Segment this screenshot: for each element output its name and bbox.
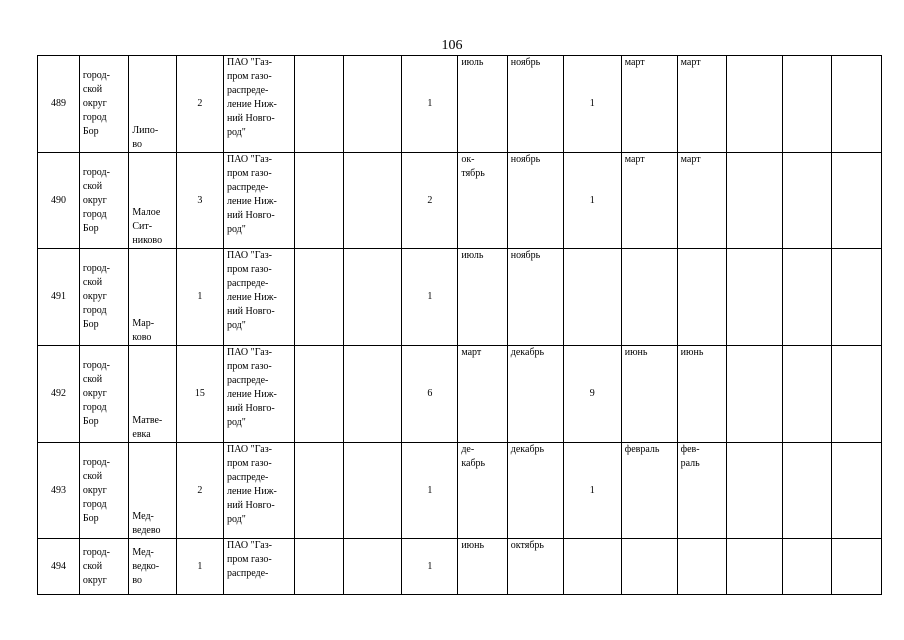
empty-cell bbox=[344, 346, 402, 443]
quantity-cell bbox=[563, 539, 621, 595]
start-month-cell: июнь bbox=[458, 539, 507, 595]
count-cell: 2 bbox=[176, 56, 223, 153]
empty-cell bbox=[727, 56, 783, 153]
empty-cell bbox=[832, 346, 882, 443]
empty-cell bbox=[294, 56, 343, 153]
settlement-cell: Матве- евка bbox=[129, 346, 176, 443]
table-row bbox=[38, 346, 882, 443]
count-cell: 15 bbox=[176, 346, 223, 443]
count-cell: 3 bbox=[176, 153, 223, 249]
empty-cell bbox=[727, 249, 783, 346]
empty-cell bbox=[727, 443, 783, 539]
start-month-cell: июль bbox=[458, 249, 507, 346]
organization-cell: ПАО "Газ- пром газо- распреде- ление Ниж- ний Новго- род" bbox=[223, 346, 294, 443]
empty-cell bbox=[832, 539, 882, 595]
empty-cell bbox=[832, 153, 882, 249]
quantity-cell: 9 bbox=[563, 346, 621, 443]
district-cell: город- ской округ город Бор bbox=[79, 153, 128, 249]
empty-cell bbox=[294, 443, 343, 539]
end-month-cell: фев- раль bbox=[677, 443, 726, 539]
quantity-cell bbox=[563, 249, 621, 346]
end-month-cell: ноябрь bbox=[507, 249, 563, 346]
organization-cell: ПАО "Газ- пром газо- распреде- ление Ниж- ний Новго- род" bbox=[223, 56, 294, 153]
settlement-cell: Мед- ведево bbox=[129, 443, 176, 539]
empty-cell bbox=[832, 443, 882, 539]
row-number: 490 bbox=[38, 153, 80, 249]
page-number: 106 bbox=[441, 38, 463, 53]
empty-cell bbox=[344, 56, 402, 153]
row-number: 492 bbox=[38, 346, 80, 443]
table-row bbox=[38, 56, 882, 153]
end-month-cell: март bbox=[677, 56, 726, 153]
empty-cell bbox=[294, 346, 343, 443]
count-cell: 1 bbox=[176, 539, 223, 595]
empty-cell bbox=[783, 443, 832, 539]
empty-cell bbox=[294, 539, 343, 595]
end-month-cell bbox=[677, 249, 726, 346]
district-cell: город- ской округ город Бор bbox=[79, 346, 128, 443]
empty-cell bbox=[783, 249, 832, 346]
settlement-cell: Мар- ково bbox=[129, 249, 176, 346]
start-month-cell: март bbox=[621, 153, 677, 249]
empty-cell bbox=[294, 153, 343, 249]
empty-cell bbox=[294, 249, 343, 346]
empty-cell bbox=[832, 249, 882, 346]
organization-cell: ПАО "Газ- пром газо- распреде- bbox=[223, 539, 294, 595]
organization-cell: ПАО "Газ- пром газо- распреде- ление Ниж- ний Новго- род" bbox=[223, 249, 294, 346]
settlement-cell: Мед- ведко- во bbox=[129, 539, 176, 595]
empty-cell bbox=[783, 539, 832, 595]
table-row bbox=[38, 539, 882, 595]
end-month-cell: октябрь bbox=[507, 539, 563, 595]
quantity-cell: 1 bbox=[402, 249, 458, 346]
quantity-cell: 1 bbox=[563, 56, 621, 153]
district-cell: город- ской округ город Бор bbox=[79, 249, 128, 346]
row-number: 493 bbox=[38, 443, 80, 539]
start-month-cell: март bbox=[458, 346, 507, 443]
quantity-cell: 1 bbox=[402, 539, 458, 595]
district-cell: город- ской округ bbox=[79, 539, 128, 595]
start-month-cell bbox=[621, 249, 677, 346]
start-month-cell: июль bbox=[458, 56, 507, 153]
empty-cell bbox=[783, 346, 832, 443]
empty-cell bbox=[727, 346, 783, 443]
empty-cell bbox=[727, 539, 783, 595]
start-month-cell: февраль bbox=[621, 443, 677, 539]
empty-cell bbox=[344, 443, 402, 539]
empty-cell bbox=[344, 153, 402, 249]
empty-cell bbox=[783, 153, 832, 249]
start-month-cell: июнь bbox=[621, 346, 677, 443]
settlement-cell: Малое Сит- никово bbox=[129, 153, 176, 249]
quantity-cell: 1 bbox=[402, 443, 458, 539]
quantity-cell: 1 bbox=[563, 153, 621, 249]
count-cell: 2 bbox=[176, 443, 223, 539]
quantity-cell: 1 bbox=[402, 56, 458, 153]
start-month-cell: март bbox=[621, 56, 677, 153]
district-cell: город- ской округ город Бор bbox=[79, 56, 128, 153]
empty-cell bbox=[832, 56, 882, 153]
quantity-cell: 2 bbox=[402, 153, 458, 249]
empty-cell bbox=[783, 56, 832, 153]
start-month-cell: де- кабрь bbox=[458, 443, 507, 539]
count-cell: 1 bbox=[176, 249, 223, 346]
end-month-cell: декабрь bbox=[507, 443, 563, 539]
quantity-cell: 6 bbox=[402, 346, 458, 443]
row-number: 491 bbox=[38, 249, 80, 346]
table-row bbox=[38, 249, 882, 346]
row-number: 489 bbox=[38, 56, 80, 153]
end-month-cell: декабрь bbox=[507, 346, 563, 443]
table-row bbox=[38, 153, 882, 249]
data-table bbox=[37, 55, 882, 595]
end-month-cell bbox=[677, 539, 726, 595]
quantity-cell: 1 bbox=[563, 443, 621, 539]
empty-cell bbox=[344, 249, 402, 346]
end-month-cell: июнь bbox=[677, 346, 726, 443]
organization-cell: ПАО "Газ- пром газо- распреде- ление Ниж- ний Новго- род" bbox=[223, 443, 294, 539]
row-number: 494 bbox=[38, 539, 80, 595]
empty-cell bbox=[727, 153, 783, 249]
end-month-cell: ноябрь bbox=[507, 153, 563, 249]
settlement-cell: Липо- во bbox=[129, 56, 176, 153]
end-month-cell: март bbox=[677, 153, 726, 249]
district-cell: город- ской округ город Бор bbox=[79, 443, 128, 539]
end-month-cell: ноябрь bbox=[507, 56, 563, 153]
empty-cell bbox=[344, 539, 402, 595]
start-month-cell bbox=[621, 539, 677, 595]
table-row bbox=[38, 443, 882, 539]
start-month-cell: ок- тябрь bbox=[458, 153, 507, 249]
organization-cell: ПАО "Газ- пром газо- распреде- ление Ниж- ний Новго- род" bbox=[223, 153, 294, 249]
